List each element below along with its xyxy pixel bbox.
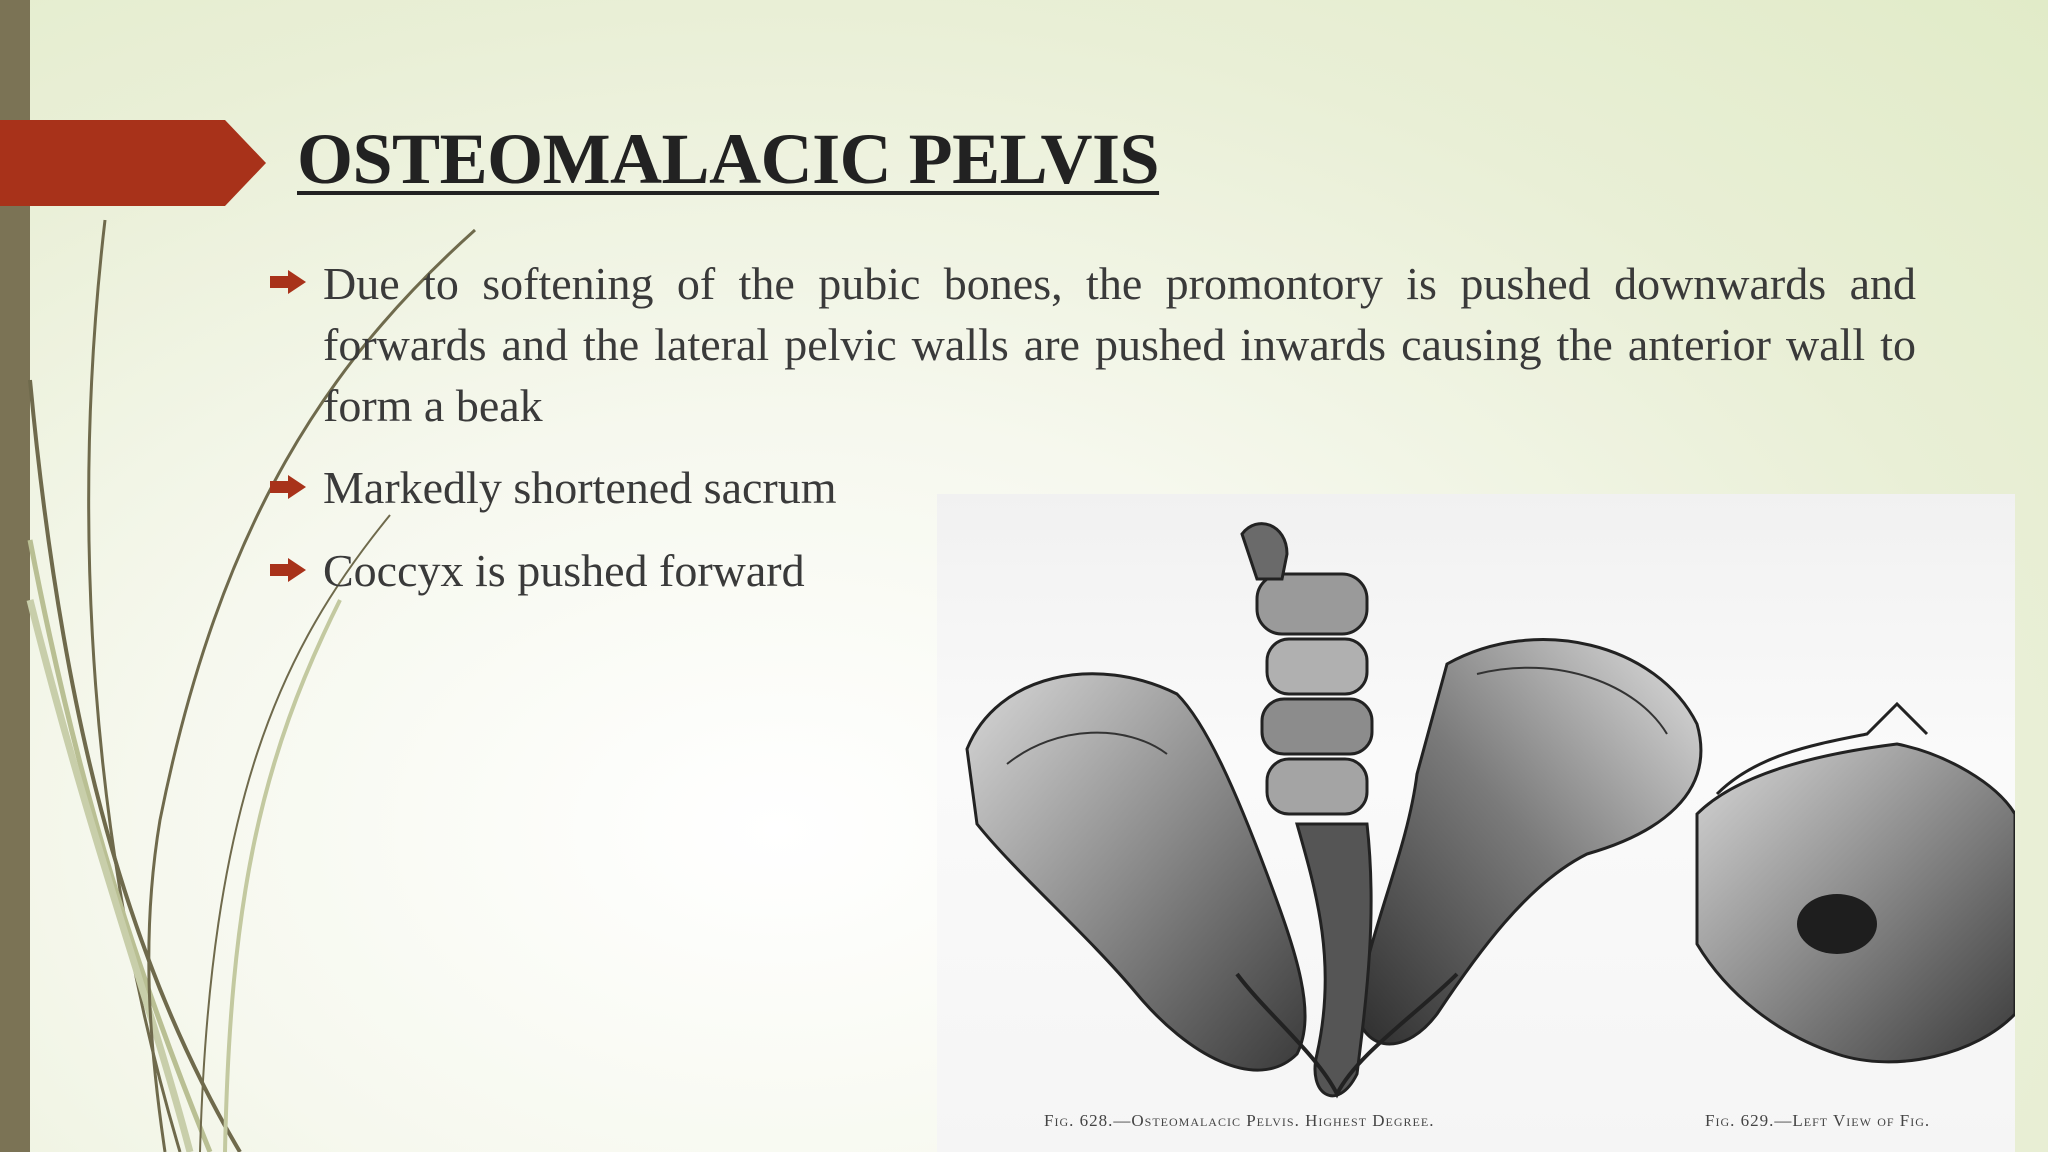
bullet-item-2: Markedly shortened sacrum — [323, 462, 837, 513]
figure-caption-left: Fig. 628.—Osteomalacic Pelvis. Highest Degree. — [1044, 1111, 1435, 1130]
arrow-bullet-icon — [270, 475, 306, 499]
slide-title: OSTEOMALACIC PELVIS — [297, 119, 1160, 199]
bullet-item-1: Due to softening of the pubic bones, the promontory is pushed downwards and forwards and the lateral pelvic walls are pushed inwards causing the anterior wall to form a beak — [323, 258, 1916, 431]
arrow-bullet-icon — [270, 558, 306, 582]
bullet-item-3: Coccyx is pushed forward — [323, 545, 805, 596]
pelvis-drawing — [937, 494, 2015, 1152]
pelvis-illustration — [937, 494, 2015, 1152]
figure-caption-right: Fig. 629.—Left View of Fig. — [1705, 1111, 1931, 1130]
arrow-bullet-icon — [270, 270, 306, 294]
